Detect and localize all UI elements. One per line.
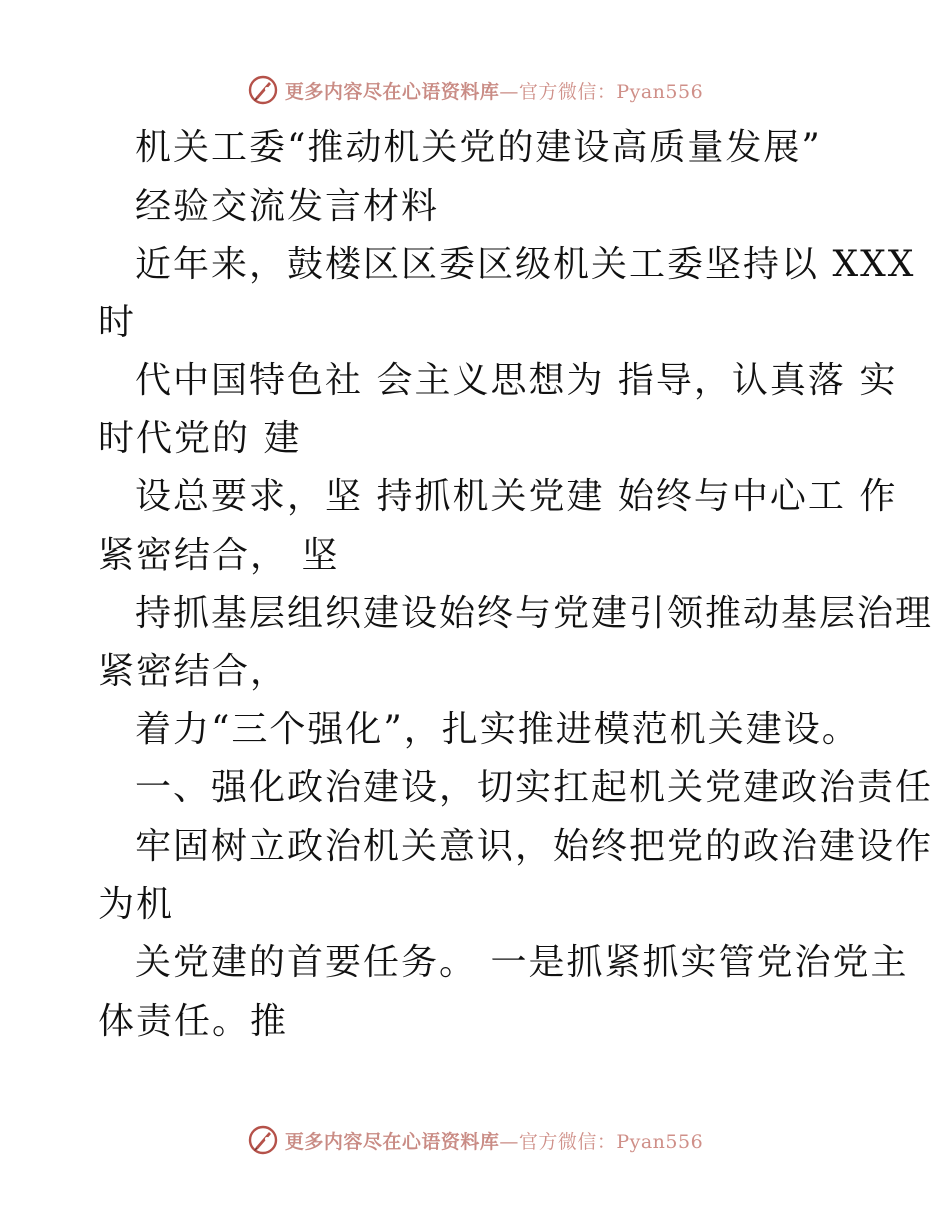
doc-line: 牢固树立政治机关意识，始终把党的政治建设作	[135, 826, 934, 867]
feather-pen-logo-icon	[247, 1124, 279, 1156]
watermark-wechat: 官方微信：Pyan556	[518, 1130, 704, 1153]
doc-line: 设总要求，坚 持抓机关党建 始终与中心工 作	[135, 476, 898, 517]
doc-line: 紧密结合，	[98, 651, 289, 692]
doc-line: 近年来，鼓楼区区委区级机关工委坚持以 XXX	[135, 244, 916, 285]
doc-line: 经验交流发言材料	[135, 186, 440, 227]
watermark-main: 更多内容尽在心语资料库	[284, 1130, 500, 1153]
watermark-dash: —	[499, 1130, 519, 1153]
doc-line: 机关工委“推动机关党的建设高质量发展”	[135, 127, 822, 168]
doc-line: 代中国特色社 会主义思想为 指导，认真落 实	[135, 360, 898, 401]
doc-line: 为机	[98, 884, 175, 925]
doc-line: 一、强化政治建设，切实扛起机关党建政治责任	[135, 767, 934, 808]
doc-line: 时	[98, 302, 137, 343]
feather-pen-logo-icon	[247, 74, 279, 106]
doc-line: 体责任。推	[98, 1001, 289, 1042]
watermark-text	[285, 77, 703, 104]
footer-watermark	[0, 1120, 950, 1160]
watermark-wechat: 官方微信：Pyan556	[518, 80, 704, 103]
doc-line: 持抓基层组织建设始终与党建引领推动基层治理	[135, 593, 934, 634]
doc-line: 关党建的首要任务。 一是抓紧抓实管党治党主	[135, 942, 909, 983]
watermark-text	[285, 1127, 703, 1154]
watermark-dash: —	[499, 80, 519, 103]
doc-line: 时代党的 建	[98, 418, 302, 459]
doc-line: 紧密结合， 坚	[98, 535, 340, 576]
watermark-main: 更多内容尽在心语资料库	[284, 80, 500, 103]
doc-line: 着力“三个强化”，扎实推进模范机关建设。	[135, 709, 860, 750]
header-watermark	[0, 70, 950, 110]
